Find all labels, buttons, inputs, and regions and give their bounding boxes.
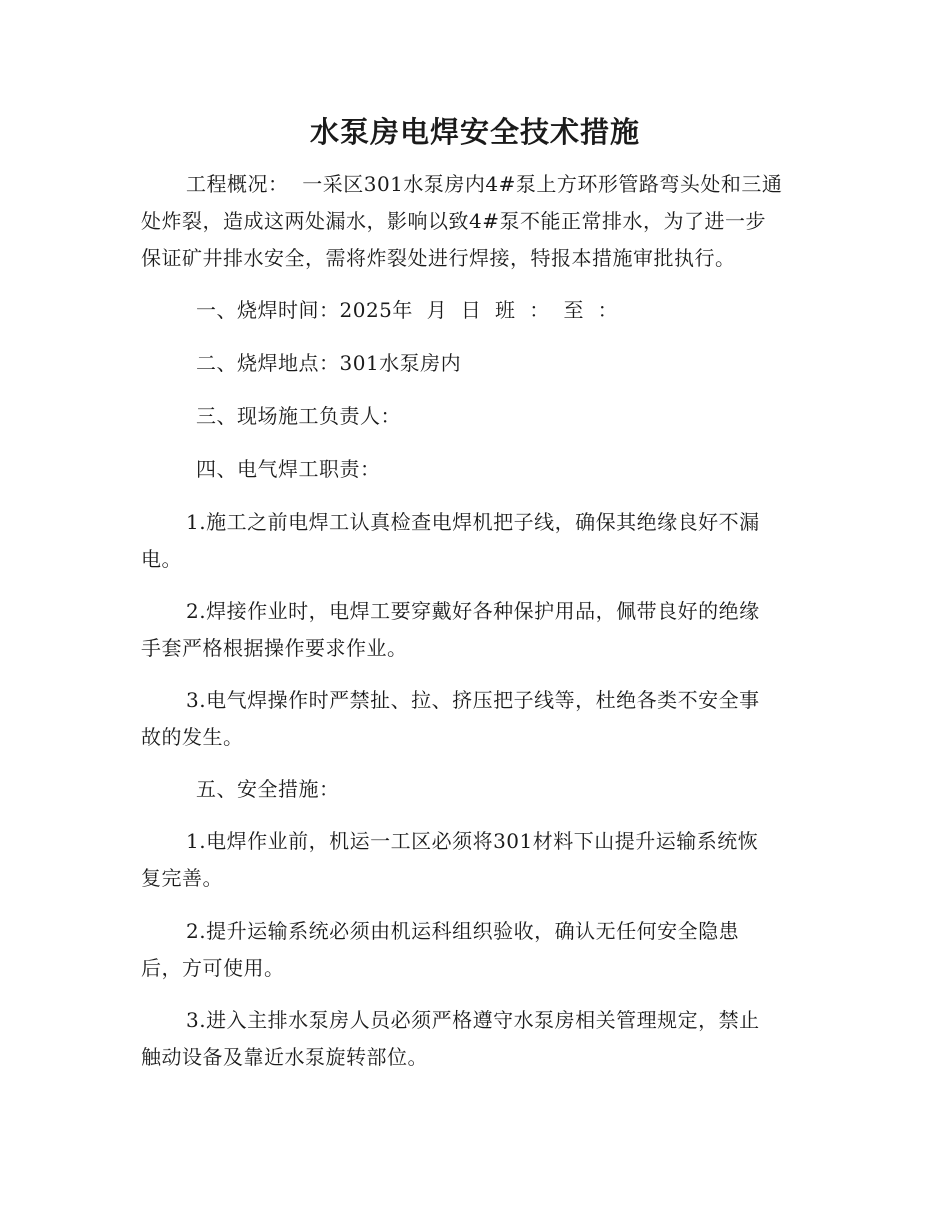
safety-item-3-line-1: 3.进入主排水泵房人员必须严格遵守水泵房相关管理规定，禁止 bbox=[186, 1008, 760, 1032]
overview-line-2: 处炸裂，造成这两处漏水，影响以致4#泵不能正常排水，为了进一步 bbox=[141, 209, 766, 233]
duty-item-1-line-1: 1.施工之前电焊工认真检查电焊机把子线，确保其绝缘良好不漏 bbox=[186, 510, 760, 534]
document-title: 水泵房电焊安全技术措施 bbox=[309, 115, 640, 149]
duty-item-3-line-2: 故的发生。 bbox=[141, 725, 244, 749]
overview-line-1: 工程概况： 一采区301水泵房内4#泵上方环形管路弯头处和三通 bbox=[186, 172, 783, 196]
safety-item-1-line-2: 复完善。 bbox=[141, 866, 223, 890]
welding-time: 一、烧焊时间：2025年 月 日 班 ： 至 ： bbox=[196, 298, 619, 322]
duty-item-2-line-2: 手套严格根据操作要求作业。 bbox=[141, 636, 408, 660]
duty-heading: 四、电气焊工职责： bbox=[196, 457, 381, 481]
duty-item-2-line-1: 2.焊接作业时，电焊工要穿戴好各种保护用品，佩带良好的绝缘 bbox=[186, 599, 760, 623]
safety-item-2-line-1: 2.提升运输系统必须由机运科组织验收，确认无任何安全隐患 bbox=[186, 919, 740, 943]
duty-item-3-line-1: 3.电气焊操作时严禁扯、拉、挤压把子线等，杜绝各类不安全事 bbox=[186, 688, 760, 712]
overview-line-3: 保证矿井排水安全，需将炸裂处进行焊接，特报本措施审批执行。 bbox=[141, 246, 736, 270]
safety-item-1-line-1: 1.电焊作业前，机运一工区必须将301材料下山提升运输系统恢 bbox=[186, 829, 759, 853]
safety-item-3-line-2: 触动设备及靠近水泵旋转部位。 bbox=[141, 1045, 428, 1069]
safety-item-2-line-2: 后，方可使用。 bbox=[141, 956, 285, 980]
site-leader: 三、现场施工负责人： bbox=[196, 404, 401, 428]
duty-item-1-line-2: 电。 bbox=[141, 547, 182, 571]
safety-heading: 五、安全措施： bbox=[196, 777, 340, 801]
welding-place: 二、烧焊地点：301水泵房内 bbox=[196, 351, 462, 375]
